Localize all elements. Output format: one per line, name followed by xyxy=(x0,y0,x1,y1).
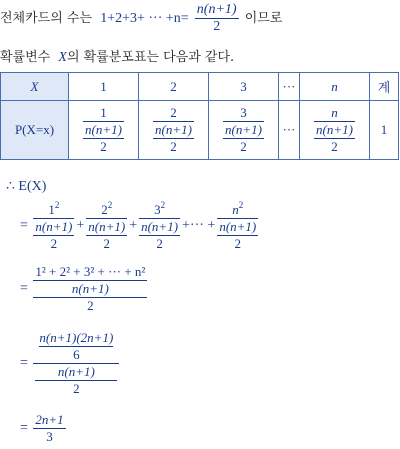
result-fraction: $\frac{2n+1}{3}$ xyxy=(35,412,64,444)
intro-line-1 xyxy=(0,2,282,35)
total-cards-fraction xyxy=(195,2,239,35)
intro-prefix: 전체카드의 수는 xyxy=(0,11,93,26)
total-cards-numerator: n(n+1) xyxy=(196,2,237,17)
step-4 xyxy=(20,412,68,445)
header-x: X xyxy=(1,73,69,101)
cell-p-2: 2 n(n+1) 2 xyxy=(139,101,209,160)
total-cards-denominator: 2 xyxy=(195,18,239,35)
term-3-fraction: $3^2$ n(n+1) 2 xyxy=(141,200,179,251)
term-2-fraction: $2^2$ n(n+1) 2 xyxy=(88,200,126,251)
header-p: P(X=x) xyxy=(1,101,69,160)
step-2 xyxy=(20,264,149,314)
table-row-x xyxy=(1,73,399,101)
cell-p-3: 3 n(n+1) 2 xyxy=(209,101,279,160)
cell-x-n: n xyxy=(300,73,370,101)
table-row-p xyxy=(1,101,399,160)
cell-x-2: 2 xyxy=(139,73,209,101)
term-1-fraction: $1^2$ n(n+1) 2 xyxy=(35,200,73,251)
cell-p-n: n n(n+1) 2 xyxy=(300,101,370,160)
sum-expression: 1+2+3+ ··· +n= xyxy=(100,11,189,26)
equals-sign-2: = xyxy=(20,281,28,297)
formula-fraction: n(n+1)(2n+1) 6 n(n+1) 2 xyxy=(33,330,119,397)
random-variable: X xyxy=(58,50,67,65)
cell-x-dots: ··· xyxy=(279,73,300,101)
intro-suffix: 이므로 xyxy=(244,11,283,26)
step-1: = $1^2$ n(n+1) 2 + $2^2$ n(n+1) 2 + $3^2$ n(n+1) 2 +··· + $n^2$ n(n+1) 2 xyxy=(20,200,257,251)
cell-total-label: 계 xyxy=(370,73,399,101)
term-n-fraction: $n^2$ n(n+1) 2 xyxy=(219,200,257,251)
sum-of-squares-fraction: 1² + 2² + 3² + ··· + n² n(n+1) 2 xyxy=(35,264,146,313)
cell-p-total: 1 xyxy=(370,101,399,160)
equals-sign-1: = xyxy=(20,218,28,234)
cell-p-dots: ··· xyxy=(279,101,300,160)
intro-line2-text: 확률변수 xyxy=(0,50,51,65)
intro-line2-suffix: 의 확률분포표는 다음과 같다. xyxy=(66,50,235,65)
equals-sign-3: = xyxy=(20,355,28,371)
equals-sign-4: = xyxy=(20,420,28,436)
intro-line-2 xyxy=(0,46,234,66)
expectation-label: ∴ E(X) xyxy=(6,179,47,194)
step-3 xyxy=(20,330,121,397)
probability-distribution-table xyxy=(0,72,399,160)
cell-x-3: 3 xyxy=(209,73,279,101)
cell-p-1: 1 n(n+1) 2 xyxy=(69,101,139,160)
cell-x-1: 1 xyxy=(69,73,139,101)
